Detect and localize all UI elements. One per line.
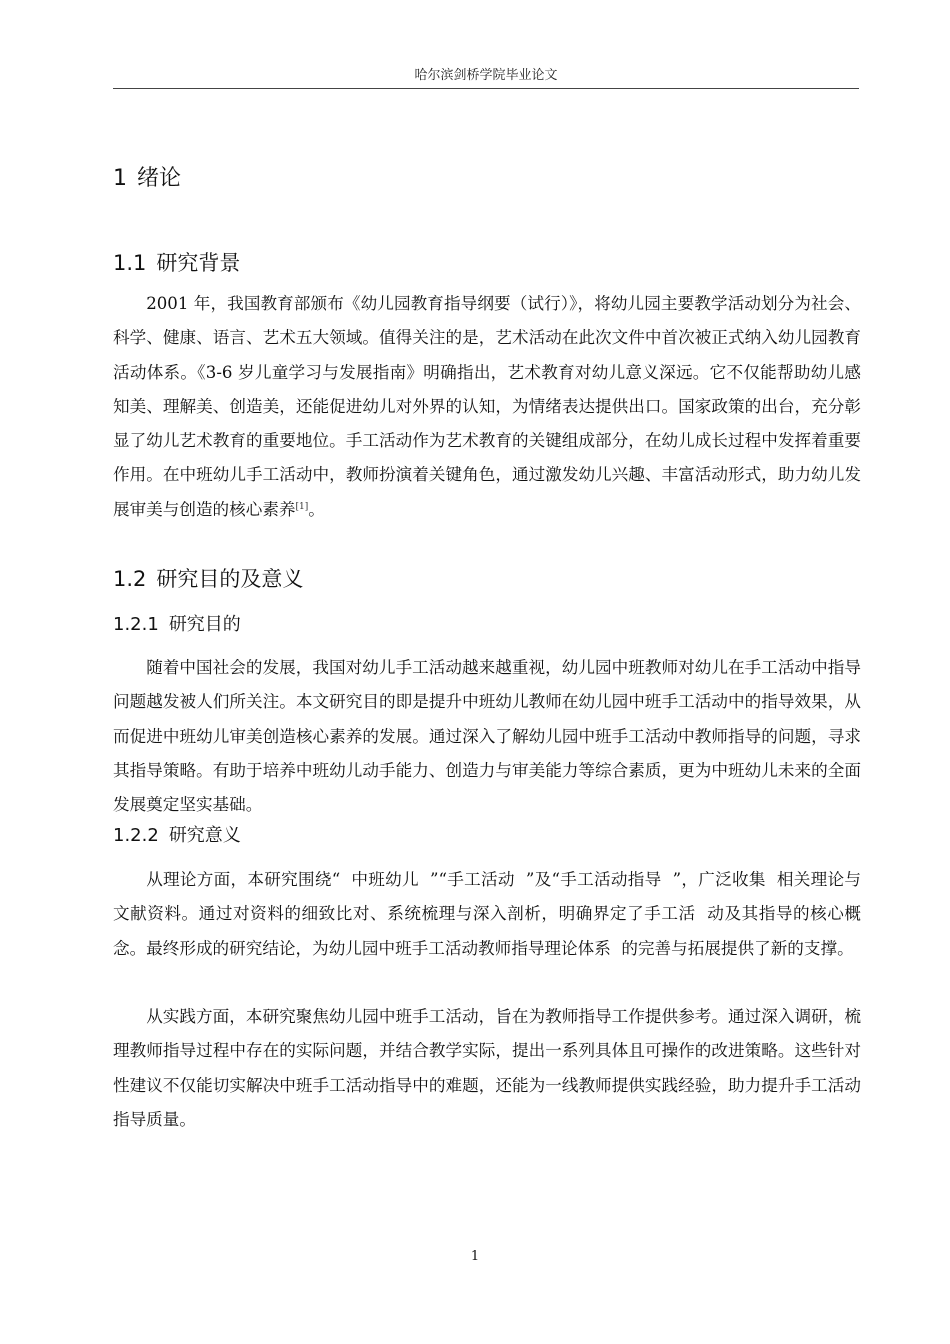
subsection-title: 研究目的	[168, 614, 241, 635]
page-number: 1	[470, 1249, 480, 1264]
background-paragraph	[113, 287, 861, 527]
section-heading-1-1	[113, 249, 240, 277]
subsection-heading-1-2-2	[113, 824, 241, 848]
section-number: 1.1	[113, 251, 147, 275]
significance-theory-paragraph: 从理论方面，本研究围绕“ 中班幼儿 ”“手工活动 ”及“手工活动指导 ”，广泛收集 相关理论与文献资料。通过对资料的细致比对、系统梳理与深入剖析，明确界定了手工活 动及其指导的核心概念。最终形成的研究结论，为幼儿园中班手工活动教师指导理论体系 的完善与拓展提供了新的支撑。	[113, 870, 861, 958]
section-heading-1-2	[113, 565, 303, 593]
chapter-title: 绪论	[137, 166, 182, 191]
section-number: 1.2	[113, 567, 147, 591]
background-text: 2001 年，我国教育部颁布《幼儿园教育指导纲要（试行）》，将幼儿园主要教学活动划分为社会、科学、健康、语言、艺术五大领域。值得关注的是，艺术活动在此次文件中首次被正式纳入幼儿园教育活动体系。《3-6 岁儿童学习与发展指南》明确指出，艺术教育对幼儿意义深远。它不仅能帮助幼儿感知美、理解美、创造美，还能促进幼儿对外界的认知，为情绪表达提供出口。国家政策的出台，充分彰显了幼儿艺术教育的重要地位。手工活动作为艺术教育的关键组成部分，在幼儿成长过程中发挥着重要作用。在中班幼儿手工活动中，教师扮演着关键角色，通过激发幼儿兴趣、丰富活动形式，助力幼儿发展审美与创造的核心素养	[113, 294, 861, 519]
chapter-number: 1	[113, 166, 127, 191]
purpose-paragraph: 随着中国社会的发展，我国对幼儿手工活动越来越重视，幼儿园中班教师对幼儿在手工活动中指导问题越发被人们所关注。本文研究目的即是提升中班幼儿教师在幼儿园中班手工活动中的指导效果，从而促进中班幼儿审美创造核心素养的发展。通过深入了解幼儿园中班手工活动中教师指导的问题，寻求其指导策略。有助于培养中班幼儿动手能力、创造力与审美能力等综合素质，更为中班幼儿未来的全面发展奠定坚实基础。	[113, 658, 861, 815]
header-rule	[113, 88, 859, 89]
chapter-heading	[113, 165, 181, 193]
subsection-title: 研究意义	[168, 825, 241, 846]
section-title: 研究背景	[156, 251, 241, 275]
subsection-number: 1.2.2	[113, 825, 159, 846]
citation-ref: [1]	[295, 501, 309, 512]
running-header: 哈尔滨剑桥学院毕业论文	[414, 68, 558, 83]
subsection-heading-1-2-1	[113, 613, 241, 637]
subsection-number: 1.2.1	[113, 614, 159, 635]
section-title: 研究目的及意义	[156, 567, 304, 591]
significance-practice-paragraph: 从实践方面，本研究聚焦幼儿园中班手工活动，旨在为教师指导工作提供参考。通过深入调研，梳理教师指导过程中存在的实际问题，并结合教学实际，提出一系列具体且可操作的改进策略。这些针对性建议不仅能切实解决中班手工活动指导中的难题，还能为一线教师提供实践经验，助力提升手工活动指导质量。	[113, 1007, 861, 1129]
background-text-end: 。	[308, 499, 325, 519]
